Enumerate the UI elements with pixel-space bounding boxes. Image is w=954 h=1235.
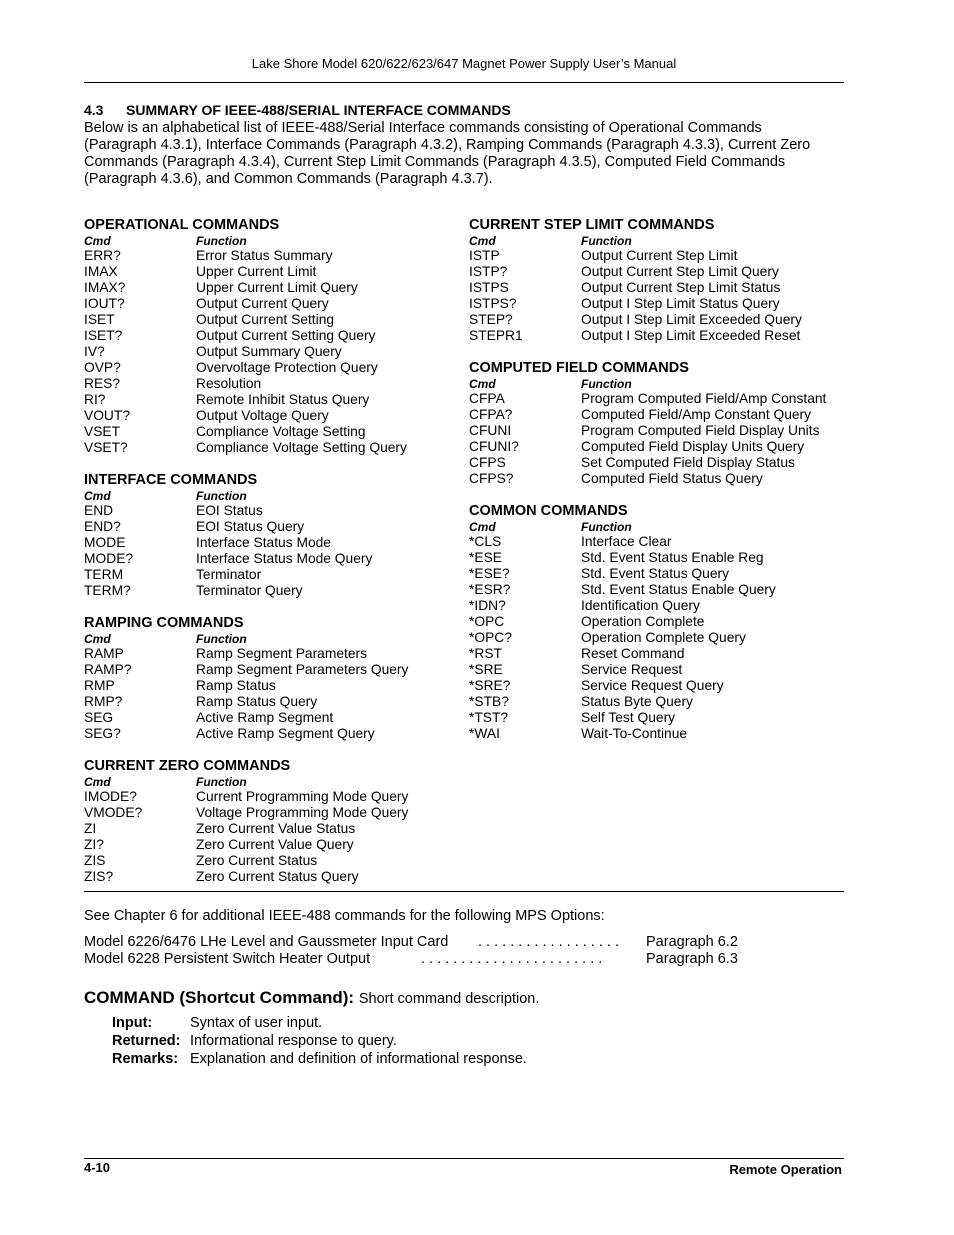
command-function: EOI Status: [196, 503, 263, 518]
table-row: [84, 646, 464, 662]
command-mnemonic: ZI?: [84, 837, 104, 852]
command-function: Std. Event Status Query: [581, 566, 730, 581]
table-row: [84, 503, 464, 519]
table-row: [84, 248, 464, 264]
table-row: [469, 312, 849, 328]
command-function: Resolution: [196, 376, 262, 391]
cmd-column-header: Cmd: [469, 234, 496, 248]
command-function: Output I Step Limit Status Query: [581, 296, 780, 311]
legend-remarks-label: Remarks:: [112, 1051, 179, 1067]
command-function: Output Current Query: [196, 296, 329, 311]
table-row: [469, 582, 849, 598]
command-function: Self Test Query: [581, 710, 676, 725]
command-function: Voltage Programming Mode Query: [196, 805, 409, 820]
table-row: [84, 678, 464, 694]
option-leader-dots: . . . . . . . . . . . . . . . . . .: [478, 934, 619, 950]
command-function: Current Programming Mode Query: [196, 789, 409, 804]
command-mnemonic: ISTP?: [469, 264, 508, 279]
table-row: [84, 805, 464, 821]
command-function: Program Computed Field Display Units: [581, 423, 820, 438]
table-row: [469, 439, 849, 455]
table-row: [469, 678, 849, 694]
command-function: Program Computed Field/Amp Constant: [581, 391, 827, 406]
command-function: Computed Field/Amp Constant Query: [581, 407, 812, 422]
table-row: [469, 280, 849, 296]
table-row: [84, 853, 464, 869]
table-row: [469, 471, 849, 487]
command-function: Upper Current Limit: [196, 264, 317, 279]
section-intro: Below is an alphabetical list of IEEE-488/Serial Interface commands consisting of Operational Commands (Paragraph 4.3.1), Interface Commands (Paragraph 4.3.2), Ramping Commands (Paragraph 4.3.3), Current Zero Commands (Paragraph 4.3.4), Current Step Limit Commands (Paragraph 4.3.5), Computed Field Commands (Paragraph 4.3.6), and Common Commands (Paragraph 4.3.7).: [84, 120, 811, 187]
command-mnemonic: VOUT?: [84, 408, 130, 423]
command-function: Service Request: [581, 662, 683, 677]
command-mnemonic: CFUNI?: [469, 439, 519, 454]
table-row: [469, 391, 849, 407]
right-column: [469, 217, 849, 758]
table-row: [469, 550, 849, 566]
table-row: [469, 614, 849, 630]
command-mnemonic: *STB?: [469, 694, 509, 709]
table-row: [84, 328, 464, 344]
command-function: Output Current Step Limit Query: [581, 264, 779, 279]
table-row: [469, 248, 849, 264]
cmd-column-header: Cmd: [84, 775, 111, 789]
cmd-column-header: Cmd: [469, 377, 496, 391]
table-row: [469, 534, 849, 550]
command-mnemonic: RAMP?: [84, 662, 132, 677]
command-mnemonic: VMODE?: [84, 805, 143, 820]
command-mnemonic: *WAI: [469, 726, 500, 741]
function-column-header: Function: [581, 520, 632, 534]
group-title: OPERATIONAL COMMANDS: [84, 217, 280, 233]
table-row: [84, 312, 464, 328]
command-function: Terminator Query: [196, 583, 303, 598]
command-mnemonic: VSET: [84, 424, 121, 439]
command-mnemonic: TERM?: [84, 583, 131, 598]
table-row: [469, 662, 849, 678]
footer-section-name: Remote Operation: [729, 1162, 842, 1177]
options-intro: See Chapter 6 for additional IEEE-488 commands for the following MPS Options:: [84, 908, 605, 924]
column-header-row: [84, 775, 464, 789]
command-mnemonic: ISTPS?: [469, 296, 517, 311]
command-mnemonic: CFPS?: [469, 471, 514, 486]
command-mnemonic: VSET?: [84, 440, 128, 455]
command-function: Zero Current Status Query: [196, 869, 359, 884]
command-mnemonic: *SRE: [469, 662, 503, 677]
group-title: COMPUTED FIELD COMMANDS: [469, 360, 689, 376]
command-mnemonic: STEP?: [469, 312, 513, 327]
command-function: Output Summary Query: [196, 344, 342, 359]
command-function: Set Computed Field Display Status: [581, 455, 795, 470]
command-mnemonic: ZI: [84, 821, 97, 836]
legend-returned: [112, 1032, 397, 1050]
command-function: Std. Event Status Enable Reg: [581, 550, 764, 565]
command-mnemonic: SEG?: [84, 726, 121, 741]
group-title: RAMPING COMMANDS: [84, 615, 244, 631]
command-function: Computed Field Display Units Query: [581, 439, 805, 454]
table-row: [84, 821, 464, 837]
command-function: Wait-To-Continue: [581, 726, 688, 741]
section-number: 4.3: [84, 102, 104, 118]
command-function: EOI Status Query: [196, 519, 305, 534]
column-header-row: [84, 632, 464, 646]
command-function: Compliance Voltage Setting: [196, 424, 366, 439]
command-mnemonic: SEG: [84, 710, 114, 725]
command-mnemonic: *ESE?: [469, 566, 510, 581]
command-mnemonic: ISTP: [469, 248, 500, 263]
command-group: [84, 615, 464, 742]
function-column-header: Function: [196, 775, 247, 789]
command-function: Identification Query: [581, 598, 700, 613]
table-row: [469, 710, 849, 726]
command-mnemonic: *ESE: [469, 550, 502, 565]
command-mnemonic: RMP?: [84, 694, 123, 709]
column-header-row: [469, 520, 849, 534]
command-mnemonic: IV?: [84, 344, 105, 359]
command-group: [84, 472, 464, 599]
group-title: CURRENT ZERO COMMANDS: [84, 758, 291, 774]
legend-input: [112, 1014, 322, 1032]
table-row: [84, 837, 464, 853]
command-function: Terminator: [196, 567, 262, 582]
table-bottom-rule: [84, 891, 844, 892]
cmd-column-header: Cmd: [469, 520, 496, 534]
command-function: Active Ramp Segment Query: [196, 726, 375, 741]
legend-input-label: Input:: [112, 1015, 153, 1031]
command-mnemonic: RES?: [84, 376, 121, 391]
legend-remarks: [112, 1050, 527, 1068]
command-function: Zero Current Value Status: [196, 821, 356, 836]
legend-returned-label: Returned:: [112, 1033, 181, 1049]
command-group: [469, 360, 849, 487]
table-row: [84, 440, 464, 456]
legend-remarks-text: Explanation and definition of informational response.: [190, 1051, 527, 1067]
option-paragraph: Paragraph 6.2: [646, 934, 738, 950]
command-function: Zero Current Status: [196, 853, 318, 868]
left-column: [84, 217, 464, 901]
command-mnemonic: MODE?: [84, 551, 134, 566]
table-row: [84, 360, 464, 376]
table-row: [469, 407, 849, 423]
command-function: Ramp Segment Parameters Query: [196, 662, 409, 677]
option-leader-dots: . . . . . . . . . . . . . . . . . . . . . . .: [421, 951, 603, 967]
table-row: [469, 646, 849, 662]
section-title-text: SUMMARY OF IEEE-488/SERIAL INTERFACE COMMANDS: [126, 102, 511, 118]
command-function: Output Current Step Limit: [581, 248, 738, 263]
command-mnemonic: ZIS: [84, 853, 106, 868]
command-function: Output I Step Limit Exceeded Query: [581, 312, 802, 327]
command-function: Computed Field Status Query: [581, 471, 763, 486]
command-mnemonic: *SRE?: [469, 678, 511, 693]
group-title: COMMON COMMANDS: [469, 503, 628, 519]
command-function: Operation Complete: [581, 614, 705, 629]
cmd-column-header: Cmd: [84, 632, 111, 646]
command-function: Service Request Query: [581, 678, 724, 693]
table-row: [84, 726, 464, 742]
command-function: Ramp Status Query: [196, 694, 318, 709]
table-row: [469, 726, 849, 742]
table-row: [469, 630, 849, 646]
table-row: [84, 296, 464, 312]
page-header: Lake Shore Model 620/622/623/647 Magnet Power Supply User’s Manual: [251, 56, 677, 71]
command-mnemonic: IMAX?: [84, 280, 126, 295]
command-function: Zero Current Value Query: [196, 837, 354, 852]
table-row: [84, 662, 464, 678]
table-row: [469, 694, 849, 710]
table-row: [84, 535, 464, 551]
table-row: [84, 694, 464, 710]
column-header-row: [84, 489, 464, 503]
command-function: Interface Status Mode Query: [196, 551, 373, 566]
function-column-header: Function: [581, 377, 632, 391]
table-row: [84, 264, 464, 280]
footer-rule: [84, 1158, 844, 1159]
command-mnemonic: *TST?: [469, 710, 509, 725]
command-mnemonic: MODE: [84, 535, 126, 550]
table-row: [469, 455, 849, 471]
command-mnemonic: ISTPS: [469, 280, 509, 295]
command-mnemonic: END?: [84, 519, 121, 534]
table-row: [84, 280, 464, 296]
table-row: [84, 424, 464, 440]
header-rule: [84, 82, 844, 83]
command-function: Status Byte Query: [581, 694, 693, 709]
table-row: [84, 376, 464, 392]
command-mnemonic: IMAX: [84, 264, 118, 279]
function-column-header: Function: [581, 234, 632, 248]
table-row: [84, 344, 464, 360]
table-row: [84, 551, 464, 567]
function-column-header: Function: [196, 632, 247, 646]
command-function: Output Current Setting: [196, 312, 335, 327]
command-function: Compliance Voltage Setting Query: [196, 440, 407, 455]
command-mnemonic: ISET?: [84, 328, 123, 343]
legend-description: Short command description.: [358, 991, 540, 1007]
option-paragraph: Paragraph 6.3: [646, 951, 738, 967]
command-function: Output I Step Limit Exceeded Reset: [581, 328, 801, 343]
option-name: Model 6226/6476 LHe Level and Gaussmeter Input Card: [84, 934, 449, 950]
table-row: [84, 710, 464, 726]
command-mnemonic: *ESR?: [469, 582, 511, 597]
cmd-column-header: Cmd: [84, 234, 111, 248]
command-function: Output Current Step Limit Status: [581, 280, 781, 295]
command-mnemonic: TERM: [84, 567, 124, 582]
command-mnemonic: CFPA?: [469, 407, 513, 422]
command-group: [84, 217, 464, 456]
command-mnemonic: *OPC: [469, 614, 505, 629]
command-function: Interface Status Mode: [196, 535, 331, 550]
table-row: [469, 566, 849, 582]
command-group: [84, 758, 464, 885]
table-row: [84, 408, 464, 424]
function-column-header: Function: [196, 234, 247, 248]
command-mnemonic: STEPR1: [469, 328, 523, 343]
table-row: [469, 296, 849, 312]
table-row: [469, 423, 849, 439]
group-title: INTERFACE COMMANDS: [84, 472, 258, 488]
command-function: Remote Inhibit Status Query: [196, 392, 370, 407]
table-row: [469, 598, 849, 614]
column-header-row: [84, 234, 464, 248]
command-function: Output Voltage Query: [196, 408, 329, 423]
command-mnemonic: OVP?: [84, 360, 121, 375]
table-row: [84, 392, 464, 408]
table-row: [84, 519, 464, 535]
table-row: [84, 789, 464, 805]
table-row: [84, 869, 464, 885]
command-mnemonic: *RST: [469, 646, 502, 661]
section-title: [84, 102, 511, 118]
command-function: Upper Current Limit Query: [196, 280, 358, 295]
command-mnemonic: END: [84, 503, 114, 518]
column-header-row: [469, 377, 849, 391]
table-row: [84, 583, 464, 599]
command-function: Ramp Segment Parameters: [196, 646, 367, 661]
command-mnemonic: CFPS: [469, 455, 506, 470]
command-mnemonic: ISET: [84, 312, 115, 327]
column-header-row: [469, 234, 849, 248]
command-mnemonic: CFUNI: [469, 423, 512, 438]
command-mnemonic: RAMP: [84, 646, 124, 661]
table-row: [84, 567, 464, 583]
command-function: Std. Event Status Enable Query: [581, 582, 776, 597]
legend-input-text: Syntax of user input.: [190, 1015, 323, 1031]
cmd-column-header: Cmd: [84, 489, 111, 503]
command-function: Active Ramp Segment: [196, 710, 334, 725]
command-mnemonic: IOUT?: [84, 296, 125, 311]
command-mnemonic: *IDN?: [469, 598, 506, 613]
command-function: Interface Clear: [581, 534, 672, 549]
command-function: Operation Complete Query: [581, 630, 746, 645]
command-function: Error Status Summary: [196, 248, 333, 263]
command-mnemonic: *OPC?: [469, 630, 512, 645]
table-row: [469, 328, 849, 344]
command-group: [469, 217, 849, 344]
command-function: Output Current Setting Query: [196, 328, 376, 343]
option-name: Model 6228 Persistent Switch Heater Output: [84, 951, 371, 967]
command-function: Ramp Status: [196, 678, 276, 693]
command-mnemonic: IMODE?: [84, 789, 137, 804]
table-row: [469, 264, 849, 280]
command-mnemonic: ERR?: [84, 248, 121, 263]
command-mnemonic: *CLS: [469, 534, 502, 549]
footer-page-number: 4-10: [84, 1160, 111, 1175]
command-mnemonic: ZIS?: [84, 869, 114, 884]
function-column-header: Function: [196, 489, 247, 503]
command-group: [469, 503, 849, 742]
command-mnemonic: CFPA: [469, 391, 505, 406]
command-mnemonic: RMP: [84, 678, 115, 693]
group-title: CURRENT STEP LIMIT COMMANDS: [469, 217, 715, 233]
legend-returned-text: Informational response to query.: [190, 1033, 397, 1049]
command-mnemonic: RI?: [84, 392, 106, 407]
command-function: Reset Command: [581, 646, 685, 661]
legend-title: COMMAND (Shortcut Command):: [84, 988, 355, 1007]
command-function: Overvoltage Protection Query: [196, 360, 378, 375]
command-legend-title: [84, 988, 539, 1008]
